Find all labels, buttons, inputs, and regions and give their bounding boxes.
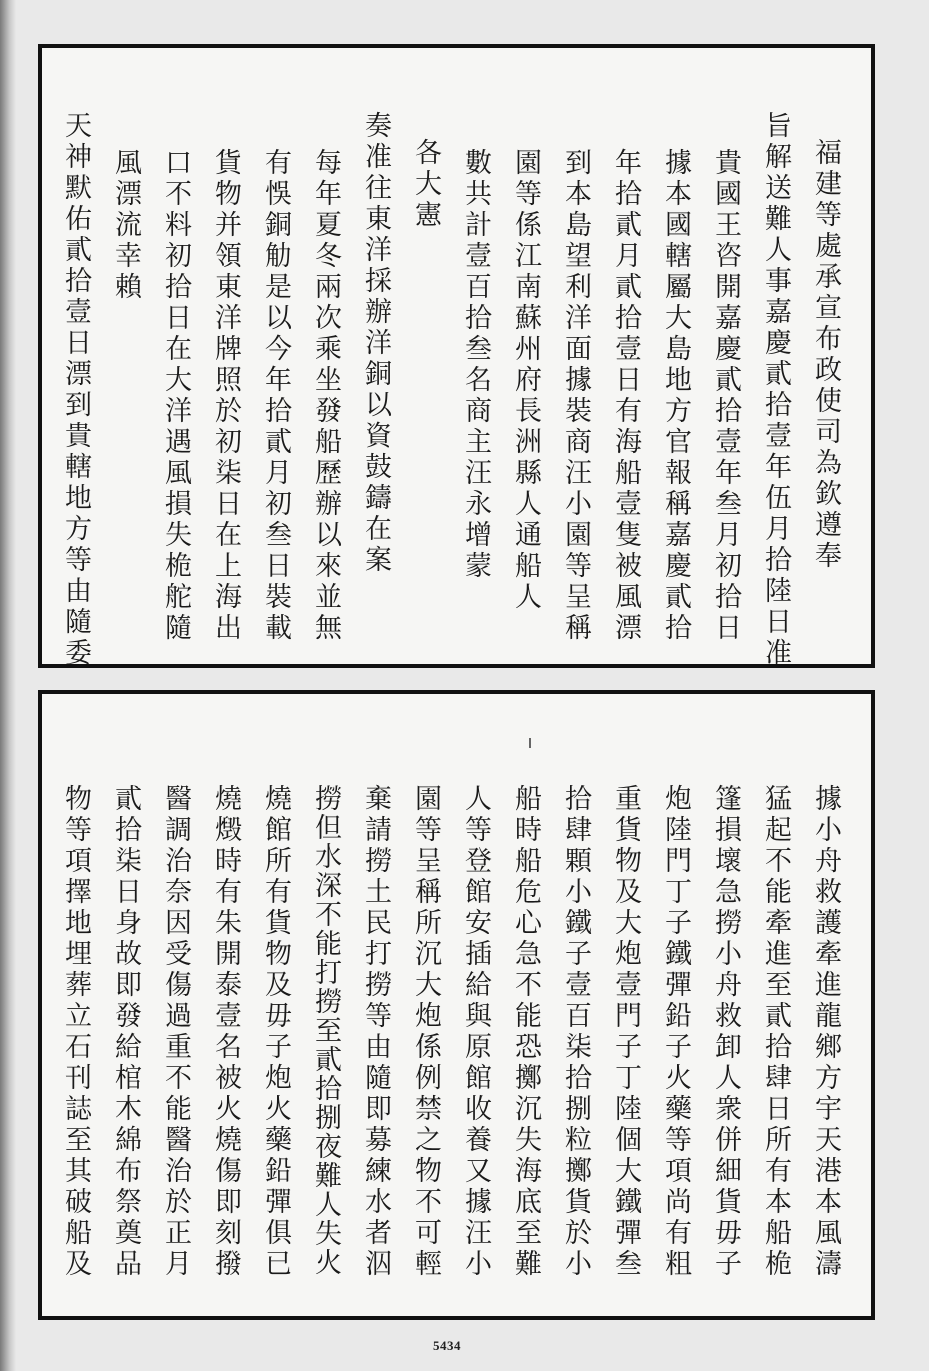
text-column: 物等項擇地埋葬立石刊誌至其破船及 (60, 784, 91, 1280)
text-column: 重貨物及大炮壹門子丁陸個大鐵彈叁 (610, 784, 641, 1280)
text-column: 醫調治奈因受傷過重不能醫治於正月 (160, 784, 191, 1280)
text-column: 貨物并領東洋牌照於初柒日在上海出 (210, 148, 241, 644)
text-column: 船時船危心急不能恐擲沉失海底至難 (510, 784, 541, 1280)
text-column: 拾肆顆小鐵子壹百柒拾捌粒擲貨於小 (560, 784, 591, 1280)
paper-speck (529, 738, 531, 748)
text-column: 到本島望利洋面據裝商汪小園等呈稱 (560, 148, 591, 644)
text-column: 年拾貳月貳拾壹日有海船壹隻被風漂 (610, 148, 641, 644)
text-column: 撈但水深不能打撈至貳拾捌夜難人失火 (310, 784, 341, 1277)
text-column: 貴國王咨開嘉慶貳拾壹年叁月初拾日 (710, 148, 741, 644)
text-column: 各大憲 (410, 138, 441, 231)
binding-shadow (0, 0, 16, 1371)
text-column: 數共計壹百拾叁名商主汪永增蒙 (460, 148, 491, 582)
bottom-text-panel (38, 690, 875, 1320)
text-column: 人等登館安插給與原館收養又據汪小 (460, 784, 491, 1280)
text-column: 口不料初拾日在大洋遇風損失桅舵隨 (160, 148, 191, 644)
text-column: 燒館所有貨物及毋子炮火藥鉛彈俱已 (260, 784, 291, 1280)
text-column: 天神默佑貳拾壹日漂到貴轄地方等由隨委 (60, 111, 91, 669)
text-column: 據本國轄屬大島地方官報稱嘉慶貳拾 (660, 148, 691, 644)
text-column: 福建等處承宣布政使司為欽遵奉 (810, 138, 841, 572)
page-number: 5434 (433, 1338, 461, 1353)
text-column: 篷損壞急撈小舟救卸人衆併細貨毋子 (710, 784, 741, 1280)
text-column: 棄請撈土民打撈等由隨即募練水者泅 (360, 784, 391, 1280)
text-column: 園等呈稱所沉大炮係例禁之物不可輕 (410, 784, 441, 1280)
text-column: 旨解送難人事嘉慶貳拾壹年伍月拾陸日准 (760, 111, 791, 669)
text-column: 猛起不能牽進至貳拾肆日所有本船桅 (760, 784, 791, 1280)
text-column: 有悞銅觔是以今年拾貳月初叁日裝載 (260, 148, 291, 644)
text-column: 炮陸門丁子鐵彈鉛子火藥等項尚有粗 (660, 784, 691, 1280)
text-column: 據小舟救護牽進龍鄉方宇天港本風濤 (810, 784, 841, 1280)
text-column: 奏准往東洋採辦洋銅以資鼓鑄在案 (360, 111, 391, 576)
text-column: 風漂流幸賴 (110, 148, 141, 303)
top-text-panel (38, 44, 875, 668)
text-column: 燒燬時有朱開泰壹名被火燒傷即刻撥 (210, 784, 241, 1280)
text-column: 園等係江南蘇州府長洲縣人通船人 (510, 148, 541, 613)
text-column: 貳拾柒日身故即發給棺木綿布祭奠品 (110, 784, 141, 1280)
text-column: 每年夏冬兩次乘坐發船歷辦以來並無 (310, 148, 341, 644)
